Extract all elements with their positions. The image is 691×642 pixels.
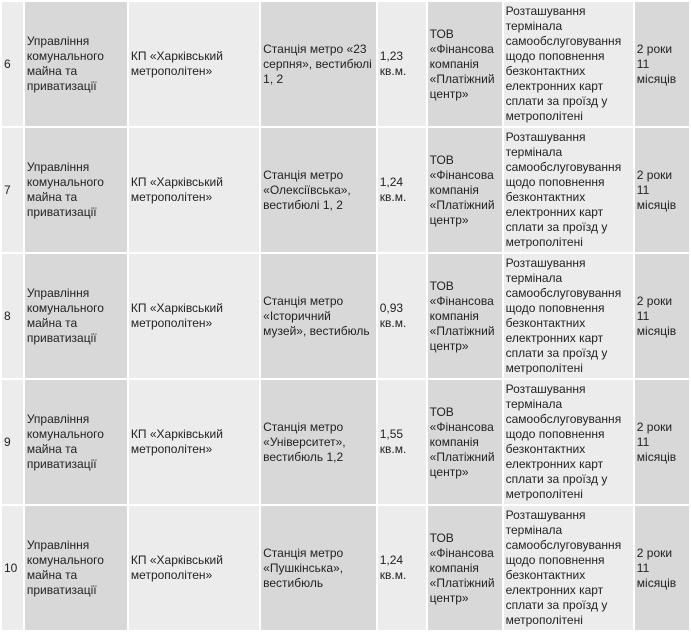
area-cell [378, 506, 426, 630]
term-cell [635, 380, 689, 504]
table-row [2, 254, 689, 378]
tenant-text: ТОВ «Фінансова компанія «Платіжний центр» [429, 152, 495, 227]
row-number-cell [2, 2, 23, 126]
term-text: 2 роки 11 місяців [636, 41, 677, 86]
location-cell [261, 128, 376, 252]
holder-cell [129, 2, 259, 126]
area-cell [378, 254, 426, 378]
row-number-cell [2, 254, 23, 378]
purpose-cell [504, 2, 633, 126]
row-number-cell [2, 128, 23, 252]
landlord-text: Управління комунального майна та приватизації [26, 412, 104, 471]
row-number: 8 [4, 308, 11, 323]
tenant-cell [428, 380, 502, 504]
tenant-text: ТОВ «Фінансова компанія «Платіжний центр» [429, 278, 495, 353]
location-cell [261, 2, 376, 126]
holder-cell [129, 128, 259, 252]
location-text: Станція метро «Олексіївська», вестибюлі 1, 2 [263, 167, 351, 212]
table-row [2, 2, 689, 126]
location-text: Станція метро «Історичний музей», вестибюль [263, 293, 370, 338]
landlord-text: Управління комунального майна та приватизації [26, 34, 104, 93]
purpose-cell [504, 128, 633, 252]
area-cell [378, 2, 426, 126]
table-row [2, 128, 689, 252]
tenant-cell [428, 506, 502, 630]
location-cell [261, 506, 376, 630]
purpose-text: Розташування термінала самообслуговування щодо поповнення безконтактних електронних карт сплати за проїзд у метрополітені [505, 130, 622, 249]
term-text: 2 роки 11 місяців [636, 419, 677, 464]
purpose-cell [504, 380, 633, 504]
term-text: 2 роки 11 місяців [636, 545, 677, 590]
table-row [2, 506, 689, 630]
holder-cell [129, 506, 259, 630]
area-text: 0,93 кв.м. [379, 301, 407, 330]
area-text: 1,23 кв.м. [379, 49, 407, 78]
holder-text: КП «Харківський метрополітен» [130, 301, 223, 330]
tenant-cell [428, 128, 502, 252]
location-cell [261, 380, 376, 504]
holder-text: КП «Харківський метрополітен» [130, 175, 223, 204]
location-text: Станція метро «Пушкінська», вестибюль [263, 545, 344, 590]
purpose-text: Розташування термінала самообслуговування щодо поповнення безконтактних електронних карт сплати за проїзд у метрополітені [505, 508, 622, 627]
purpose-text: Розташування термінала самообслуговування щодо поповнення безконтактних електронних карт сплати за проїзд у метрополітені [505, 256, 622, 375]
term-cell [635, 506, 689, 630]
row-number-cell [2, 380, 23, 504]
row-number: 6 [4, 56, 11, 71]
holder-text: КП «Харківський метрополітен» [130, 553, 223, 582]
term-cell [635, 2, 689, 126]
area-text: 1,24 кв.м. [379, 553, 407, 582]
row-number: 10 [4, 560, 18, 575]
term-text: 2 роки 11 місяців [636, 167, 677, 212]
location-cell [261, 254, 376, 378]
area-text: 1,55 кв.м. [379, 427, 407, 456]
row-number-cell [2, 506, 23, 630]
row-number: 7 [4, 182, 11, 197]
landlord-text: Управління комунального майна та приватизації [26, 538, 104, 597]
tenant-cell [428, 2, 502, 126]
holder-cell [129, 254, 259, 378]
landlord-text: Управління комунального майна та приватизації [26, 286, 104, 345]
location-text: Станція метро «Університет», вестибюль 1,2 [263, 419, 346, 464]
purpose-text: Розташування термінала самообслуговування щодо поповнення безконтактних електронних карт сплати за проїзд у метрополітені [505, 4, 622, 123]
landlord-cell [25, 380, 127, 504]
area-cell [378, 380, 426, 504]
table-row [2, 380, 689, 504]
area-cell [378, 128, 426, 252]
holder-text: КП «Харківський метрополітен» [130, 427, 223, 456]
tenant-text: ТОВ «Фінансова компанія «Платіжний центр» [429, 26, 495, 101]
landlord-cell [25, 128, 127, 252]
area-text: 1,24 кв.м. [379, 175, 407, 204]
purpose-cell [504, 254, 633, 378]
landlord-cell [25, 506, 127, 630]
holder-cell [129, 380, 259, 504]
purpose-cell [504, 506, 633, 630]
holder-text: КП «Харківський метрополітен» [130, 49, 223, 78]
tenant-text: ТОВ «Фінансова компанія «Платіжний центр» [429, 404, 495, 479]
location-text: Станція метро «23 серпня», вестибюлі 1, 2 [263, 41, 372, 86]
purpose-text: Розташування термінала самообслуговування щодо поповнення безконтактних електронних карт сплати за проїзд у метрополітені [505, 382, 622, 501]
term-text: 2 роки 11 місяців [636, 293, 677, 338]
landlord-cell [25, 254, 127, 378]
term-cell [635, 128, 689, 252]
tenant-cell [428, 254, 502, 378]
term-cell [635, 254, 689, 378]
landlord-text: Управління комунального майна та приватизації [26, 160, 104, 219]
row-number: 9 [4, 434, 11, 449]
tenant-text: ТОВ «Фінансова компанія «Платіжний центр» [429, 530, 495, 605]
landlord-cell [25, 2, 127, 126]
